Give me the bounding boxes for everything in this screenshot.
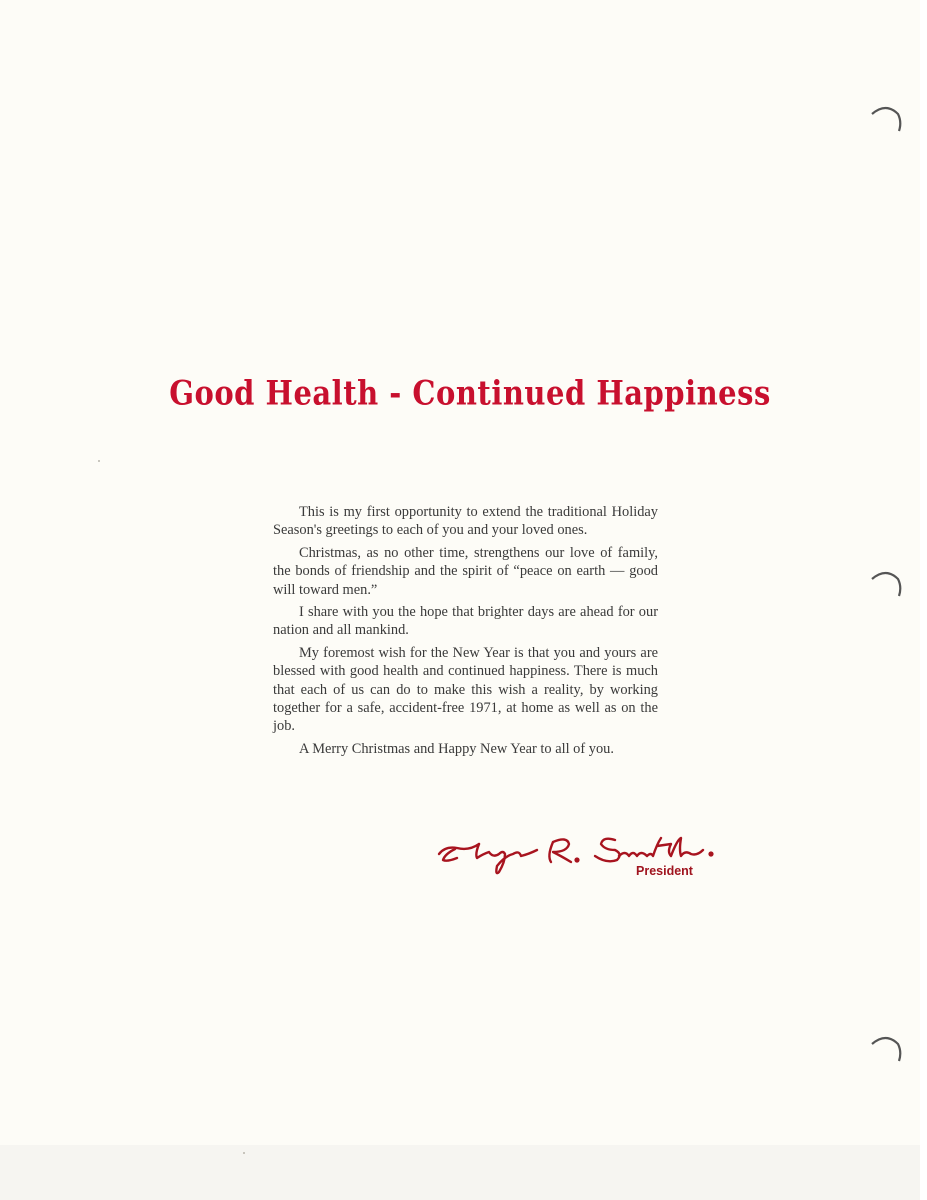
paragraph-greeting: This is my first opportunity to extend the traditional Holiday Season's greetings to each of you and your loved ones. [273, 504, 658, 539]
paragraph-new-year-wish: My foremost wish for the New Year is that you and yours are blessed with good health and continued happiness. There is much that each of us can do to make this wish a reality, by working together for a safe, accident-free 1971, at home as well as on the job. [273, 644, 658, 735]
letter-title: Good Health - Continued Happiness [169, 373, 771, 413]
scan-speck [98, 460, 100, 462]
binder-hole-bottom [866, 1030, 906, 1070]
paragraph-closing: A Merry Christmas and Happy New Year to all of you. [299, 740, 614, 757]
scan-shadow-strip [0, 1145, 922, 1200]
binder-hole-top [866, 100, 906, 140]
binder-hole-middle [866, 565, 906, 605]
letter-body [273, 503, 658, 762]
signatory-title: President [636, 864, 693, 878]
paragraph-christmas: Christmas, as no other time, strengthens our love of family, the bonds of friendship and the spirit of “peace on earth — good will toward men.” [273, 544, 658, 598]
page-edge [920, 0, 927, 1200]
scan-speck [243, 1152, 245, 1154]
handwritten-signature [435, 832, 765, 892]
paragraph-hope: I share with you the hope that brighter days are ahead for our nation and all mankind. [273, 604, 658, 639]
